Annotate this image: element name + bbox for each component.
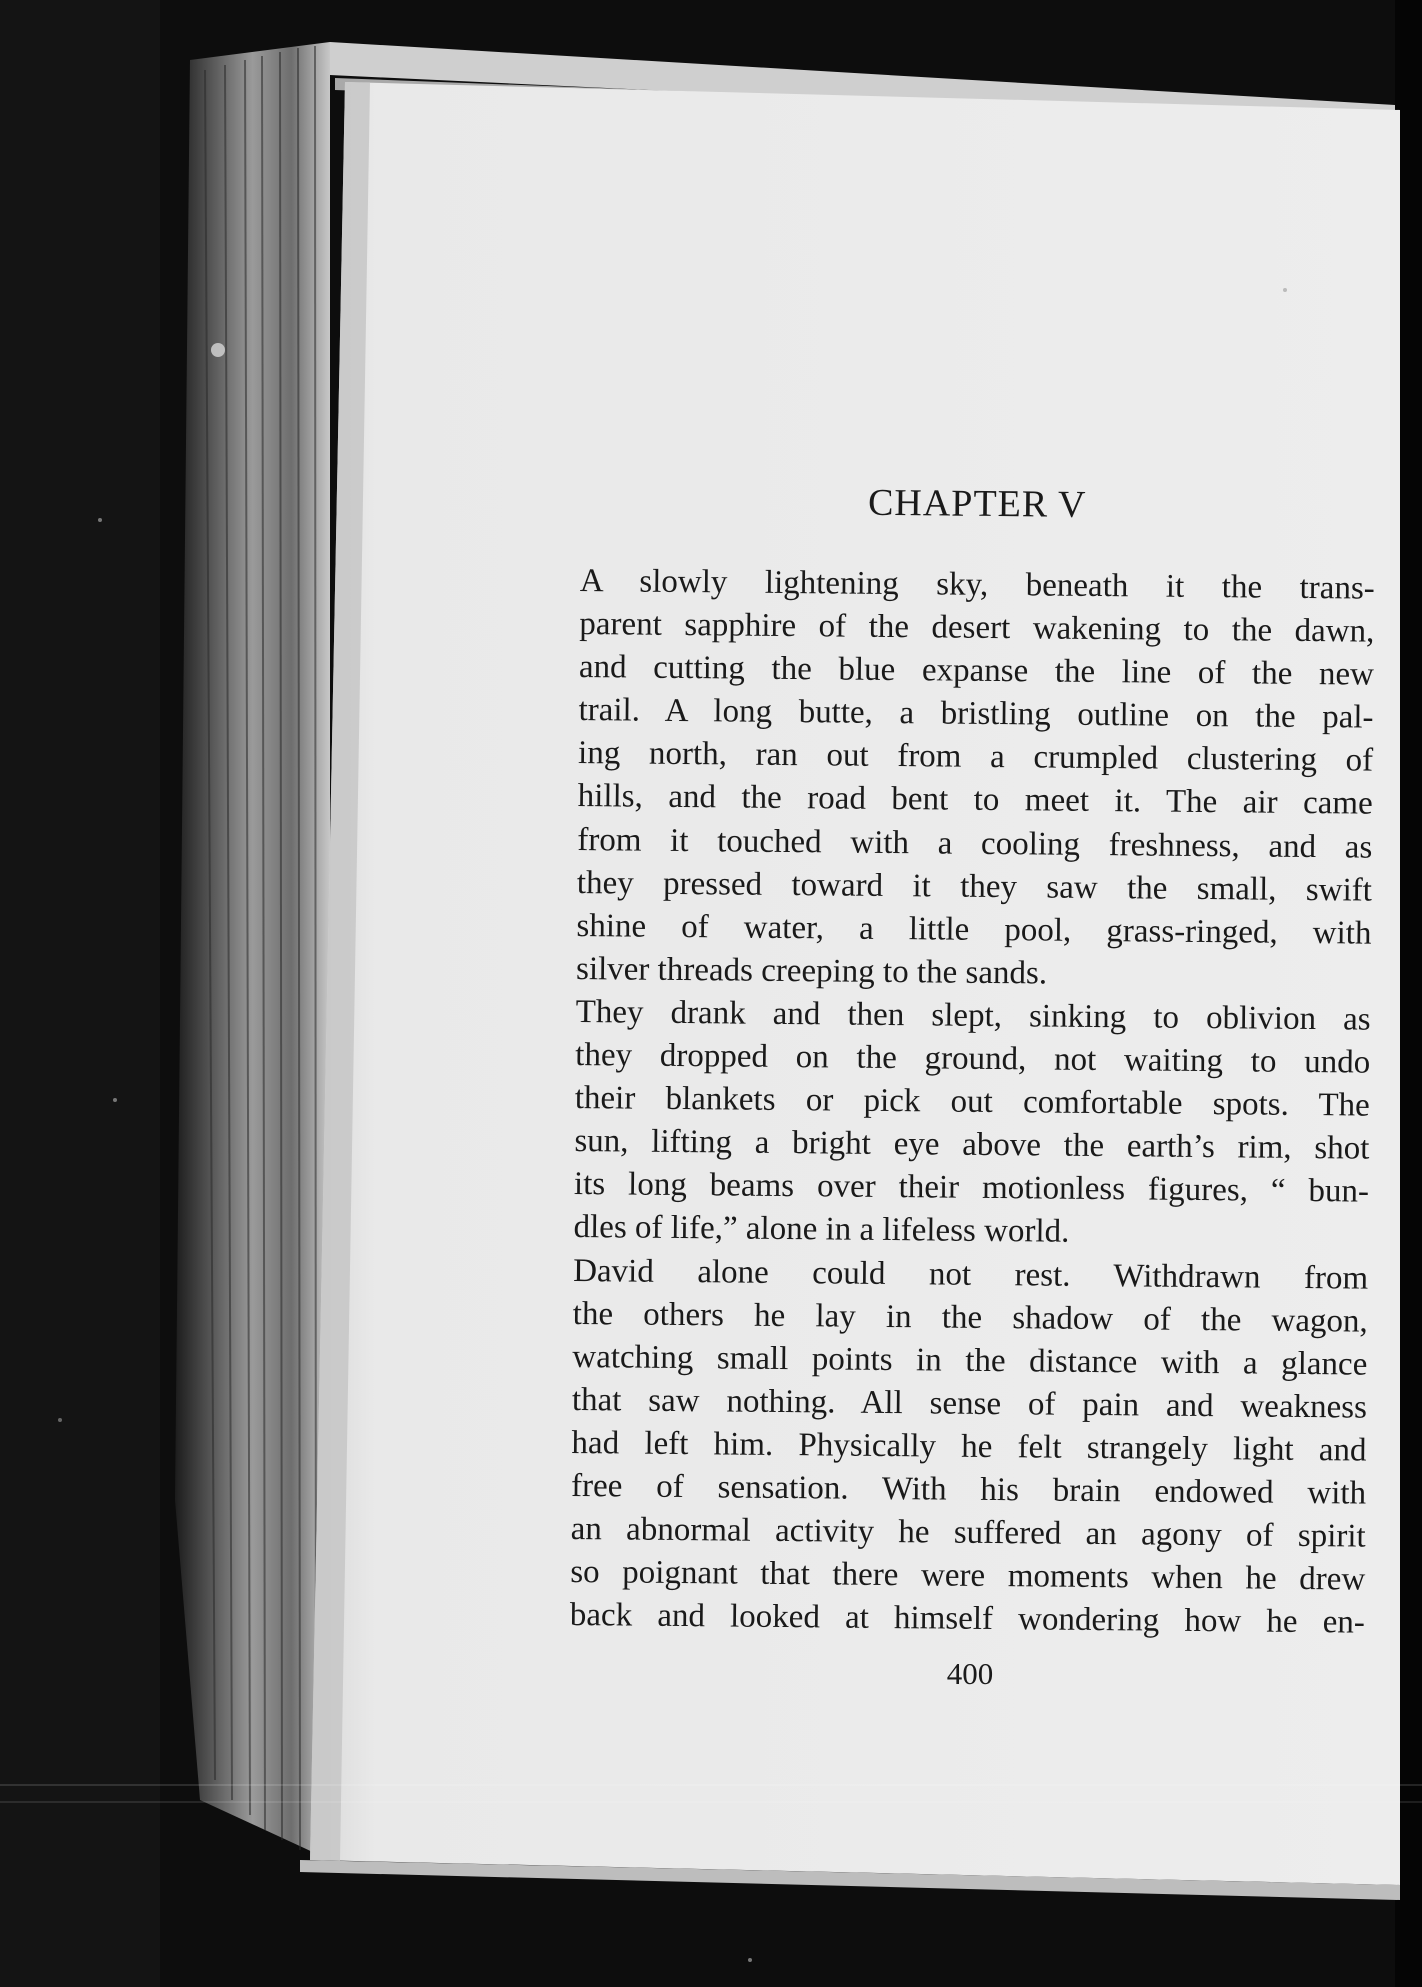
page-number: 400 [946,1656,994,1691]
text-line-first: A slowly lightening sky, beneath it the trans- [579,562,1375,607]
text-line: silver threads creeping to the sands. [575,950,1048,992]
book-page-edges [175,42,330,1860]
text-line: their blankets or pick out comfortable spots. The [574,1080,1370,1124]
text-line: they pressed toward it they saw the small, swift [576,864,1373,909]
body-text [570,560,1375,1645]
paragraph [570,1249,1369,1644]
text-line: an abnormal activity he suffered an agony of spirit [570,1511,1366,1555]
text-line: trail. A long butte, a bristling outline on the pal- [578,692,1374,736]
text-line: back and looked at himself wondering how he en- [569,1597,1366,1641]
text-line: watching small points in the distance with a glance [572,1338,1368,1383]
text-line: so poignant that there were moments when he drew [570,1554,1366,1598]
text-line [580,560,1375,611]
paragraph [573,991,1370,1257]
text-line: had left him. Physically he felt strangely light and [571,1424,1367,1469]
text-line: shine of water, a little pool, grass-ringed, with [576,907,1372,952]
text-line: its long beams over their motionless figures, “ bun- [573,1166,1370,1210]
text-line: that saw nothing. All sense of pain and weakness [571,1381,1368,1426]
text-line: David alone could not rest. Withdrawn from [573,1252,1369,1297]
text-line: ing north, ran out from a crumpled clustering of [577,735,1374,779]
text-line: free of sensation. With his brain endowed with [570,1467,1367,1512]
text-line: hills, and the road bent to meet it. The air came [577,778,1373,823]
paragraph [576,560,1375,999]
text-line: parent sapphire of the desert wakening to the dawn, [579,606,1375,650]
text-line: sun, lifting a bright eye above the earth’s rim, shot [574,1123,1370,1167]
text-line: the others he lay in the shadow of the wagon, [572,1295,1368,1340]
text-line: they dropped on the ground, not waiting to undo [575,1037,1371,1081]
text-line: They drank and then slept, sinking to oblivion as [575,993,1371,1038]
text-line: dles of life,” alone in a lifeless world. [573,1209,1070,1251]
chapter-title: CHAPTER V [867,481,1087,526]
text-line: from it touched with a cooling freshness, and as [577,821,1373,866]
text-line: and cutting the blue expanse the line of the new [578,649,1375,693]
